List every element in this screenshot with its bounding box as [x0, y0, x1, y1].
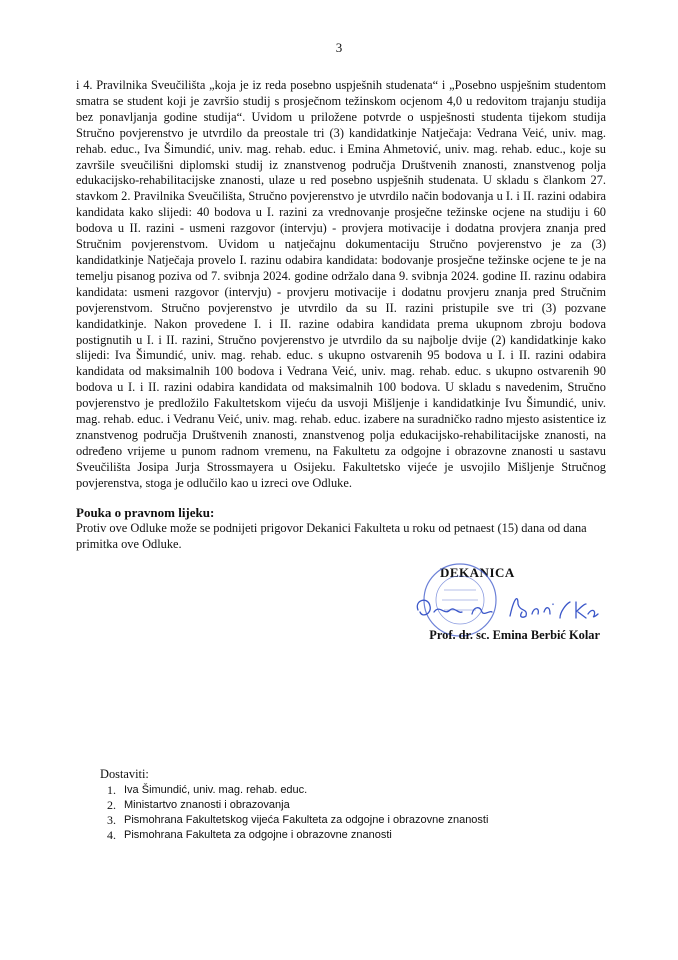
list-number: 3. — [107, 813, 116, 827]
signature-block — [400, 560, 620, 650]
legal-remedy-text: Protiv ove Odluke može se podnijeti prigovor Dekanici Fakulteta u roku od petnaest (15) dana od dana primitka ove Odluke. — [76, 521, 587, 551]
list-number: 1. — [107, 783, 116, 797]
list-number: 4. — [107, 828, 116, 842]
list-item — [96, 828, 488, 843]
delivery-list — [96, 783, 488, 843]
list-item — [96, 798, 488, 813]
list-text: Pismohrana Fakultetskog vijeća Fakulteta za odgojne i obrazovne znanosti — [124, 814, 489, 826]
list-item — [96, 813, 488, 828]
handwritten-signature — [410, 582, 600, 632]
body-text: i 4. Pravilnika Sveučilišta „koja je iz reda posebno uspješnih studenata“ i „Posebno uspješnim studentom smatra se student koji je završio studij s prosječnom težinskom ocjenom 4,0 u redovitom trajanju studija bez ponavljanja godine studija“. Uvidom u priložene potvrde o uspješnosti studenta tijekom studija Stručno povjerenstvo je utvrdilo da preostale tri (3) kandidatkinje Natječaja: Vedrana Veić, univ. mag. rehab. educ., Iva Šimundić, univ. mag. rehab. educ. i Emina Ahmetović, univ. mag. rehab. educ., koje su završile sveučilišni diplomski studij iz znanstvenog područja Društvenih znanosti, znanstvenog polja edukacijsko-rehabilitacijske znanosti, ulaze u red posebno uspješnih studenata. U skladu s člankom 27. stavkom 2. Pravilnika Sveučilišta, Stručno povjerenstvo je utvrdilo način bodovanja u I. i II. razini odabira kandidata kako slijedi: 40 bodova u I. razini za vrednovanje prosječne težinske ocjene na studiju i 60 bodova u II. razini - usmeni razgovor (intervju) - provjera motivacije i dodatna provjera znanja pred Stručnim povjerenstvom. Uvidom u natječajnu dokumentaciju Stručno povjerenstvo je za (3) kandidatkinje Natječaja provelo I. razinu odabira kandidata: bodovanje prosječne težinske ocjene te je na temelju pisanog poziva od 7. svibnja 2024. godine održalo dana 9. svibnja 2024. godine II. razinu odabira kandidata: usmeni razgovor (intervju) - provjeru motivacije i dodatnu provjeru znanja pred Stručnim povjerenstvom. Stručno povjerenstvo je utvrdilo da su II. razini pristupile sve tri (3) pozvane kandidatkinje. Nakon provedene I. i II. razine odabira kandidata prema ukupnom zbroju bodova postignutih u I. i II. razini, Stručno povjerenstvo je utvrdilo da su najbolje dvije (2) kandidatkinje kako slijedi: Iva Šimundić, univ. mag. rehab. educ. s ukupno ostvarenih 95 bodova u I. i II. razini odabira kandidata od maksimalnih 100 bodova i Vedrana Veić, univ. mag. rehab. educ. s ukupno ostvarenih 90 bodova u I. i II. razini odabira kandidata od maksimalnih 100 bodova. U skladu s navedenim, Stručno povjerenstvo je predložilo Fakultetskom vijeću da usvoji Mišljenje i kandidatkinje Ivu Šimundić, univ. mag. rehab. educ. i Vedranu Veić, univ. mag. rehab. educ. izabere na suradničko radno mjesto asistentice iz znanstvenog područja Društvenih znanosti, znanstvenog polja edukacijsko-rehabilitacijske znanosti, na određeno vrijeme u punom radnom vremenu, na Fakultetu za odgojne i obrazovne znanosti u sastavu Sveučilišta Josipa Jurja Strossmayera u Osijeku. Fakultetsko vijeće je usvojilo Mišljenje Stručnog povjerenstva, stoga je odlučilo kao u izreci ove Odluke. — [76, 78, 606, 490]
list-number: 2. — [107, 798, 116, 812]
page-number: 3 — [335, 40, 343, 55]
list-text: Pismohrana Fakulteta za odgojne i obrazovne znanosti — [124, 829, 392, 841]
signature-title: DEKANICA — [440, 565, 515, 580]
legal-remedy-title: Pouka o pravnom lijeku: — [76, 505, 215, 520]
signatory-name: Prof. dr. sc. Emina Berbić Kolar — [429, 628, 600, 642]
delivery-title: Dostaviti: — [100, 767, 149, 781]
list-text: Ministartvo znanosti i obrazovanja — [124, 799, 290, 811]
list-text: Iva Šimundić, univ. mag. rehab. educ. — [124, 784, 308, 796]
list-item — [96, 783, 488, 798]
